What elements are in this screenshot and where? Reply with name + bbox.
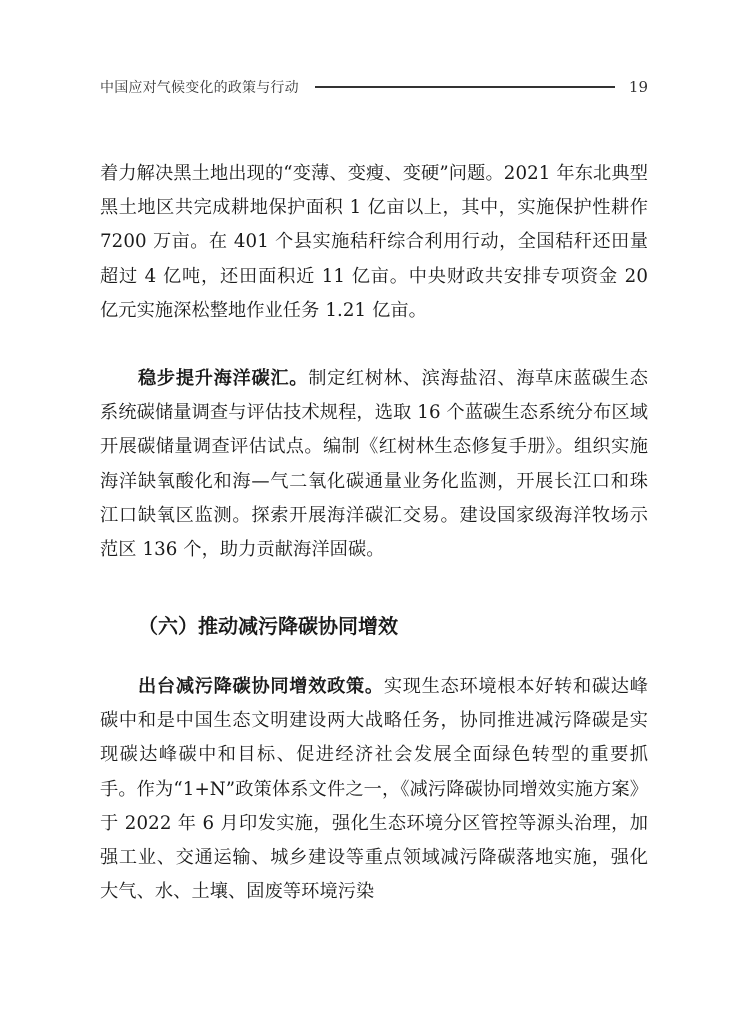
paragraph-black-soil bbox=[100, 157, 648, 328]
section-heading: （六）推动减污降碳协同增效 bbox=[138, 614, 398, 638]
running-header bbox=[100, 74, 648, 100]
paragraph-lead: 稳步提升海洋碳汇。 bbox=[138, 368, 309, 389]
paragraph-lead: 出台减污降碳协同增效政策。 bbox=[138, 676, 384, 697]
header-title: 中国应对气候变化的政策与行动 bbox=[100, 80, 299, 96]
paragraph-ocean-carbon-sink bbox=[100, 362, 648, 567]
paragraph-text: 实现生态环境根本好转和碳达峰碳中和是中国生态文明建设两大战略任务，协同推进减污降碳是实现碳达峰碳中和目标、促进经济社会发展全面绿色转型的重要抓手。作为“1+N”政策体系文件之一，《减污降碳协同增效实施方案》于 2022 年 6 月印发实施，强化生态环境分区管控等源头治理，加强工业、交通运输、城乡建设等重点领域减污降碳落地实施，强化大气、水、土壤、固废等环境污染 bbox=[100, 676, 648, 903]
header-rule bbox=[315, 86, 615, 88]
paragraph-text: 制定红树林、滨海盐沼、海草床蓝碳生态系统碳储量调查与评估技术规程，选取 16 个蓝碳生态系统分布区域开展碳储量调查评估试点。编制《红树林生态修复手册》。组织实施海洋缺氧酸化和海—气二氧化碳通量业务化监测，开展长江口和珠江口缺氧区监测。探索开展海洋碳汇交易。建设国家级海洋牧场示范区 136 个，助力贡献海洋固碳。 bbox=[100, 368, 648, 561]
page-number: 19 bbox=[628, 78, 648, 96]
paragraph-synergy-policy bbox=[100, 670, 648, 909]
paragraph-text: 着力解决黑土地出现的“变薄、变瘦、变硬”问题。2021 年东北典型黑土地区共完成耕地保护面积 1 亿亩以上，其中，实施保护性耕作 7200 万亩。在 401 个县实施秸秆综合利用行动，全国秸秆还田量超过 4 亿吨，还田面积近 11 亿亩。中央财政共安排专项资金 20 亿元实施深松整地作业任务 1.21 亿亩。 bbox=[100, 163, 648, 321]
